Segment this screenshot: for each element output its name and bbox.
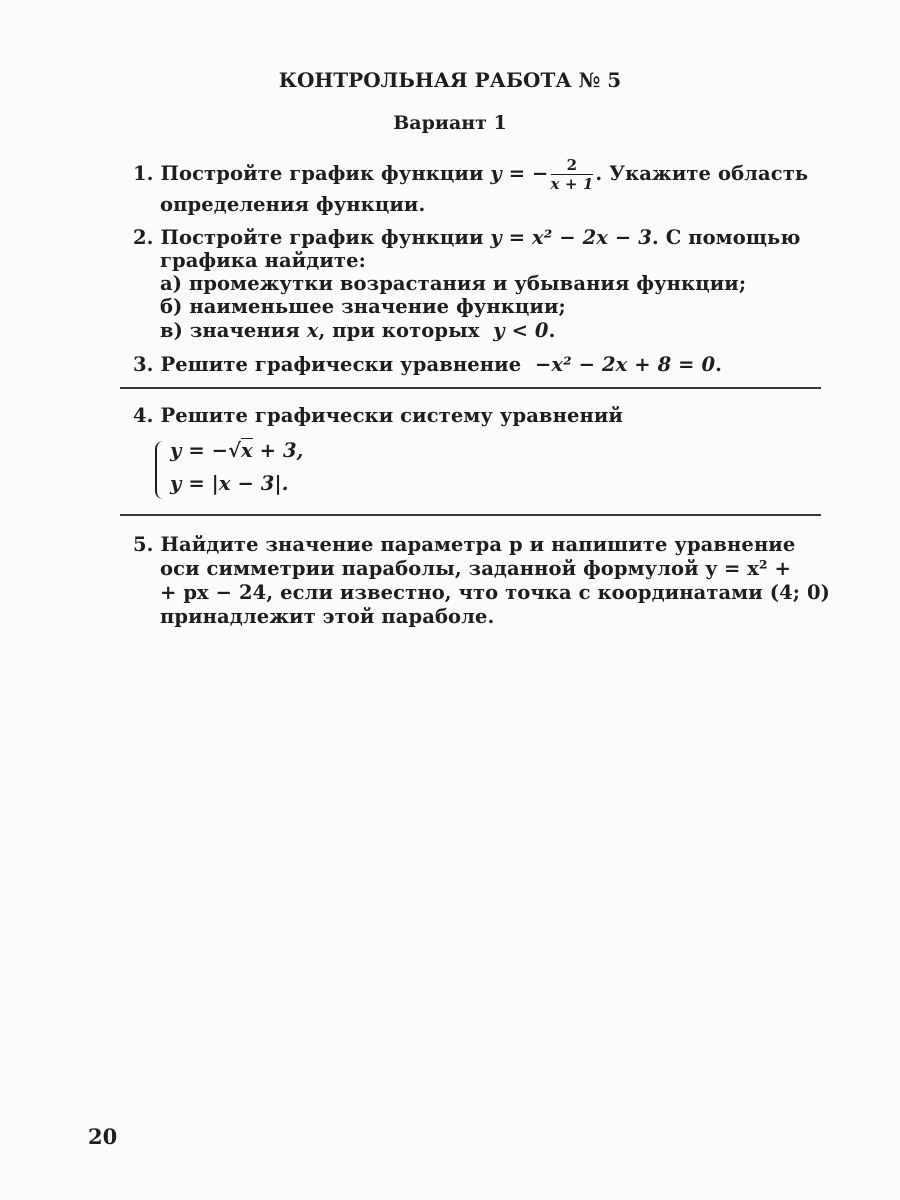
- task-1: 1. Постройте график функции y = − $\frac{2}{x + 1}$ . Укажите область: [133, 156, 809, 193]
- task-4: 4. Решите графически систему уравнений: [133, 404, 623, 427]
- task-3: 3. Решите графически уравнение −x² − 2x + 8 = 0.: [133, 353, 723, 376]
- task-4-eq2: y = |x − 3|.: [170, 472, 289, 495]
- task-5-line: + px − 24, если известно, что точка с координатами (4; 0): [160, 581, 830, 604]
- task-5-line: оси симметрии параболы, заданной формулой y = x² +: [160, 557, 791, 580]
- task-2v: в) значения x, при которых y < 0.: [160, 319, 556, 342]
- divider: [120, 514, 821, 516]
- page-title: КОНТРОЛЬНАЯ РАБОТА № 5: [278, 68, 622, 92]
- task-2a: а) промежутки возрастания и убывания функции;: [160, 272, 747, 295]
- task-1-cont: определения функции.: [160, 193, 426, 216]
- task-2: 2. Постройте график функции y = x² − 2x − 3. С помощью: [133, 226, 801, 249]
- task-2b: б) наименьшее значение функции;: [160, 295, 566, 318]
- task-4-eq1: y = −√x + 3,: [170, 439, 304, 462]
- task-5: 5. Найдите значение параметра p и напишите уравнение: [133, 533, 796, 556]
- variant-heading: Вариант 1: [393, 112, 507, 134]
- system-brace: [155, 441, 167, 499]
- task-2-cont: графика найдите:: [160, 249, 366, 272]
- task-5-line: принадлежит этой параболе.: [160, 605, 495, 628]
- page-number: 20: [88, 1124, 118, 1149]
- divider: [120, 387, 821, 389]
